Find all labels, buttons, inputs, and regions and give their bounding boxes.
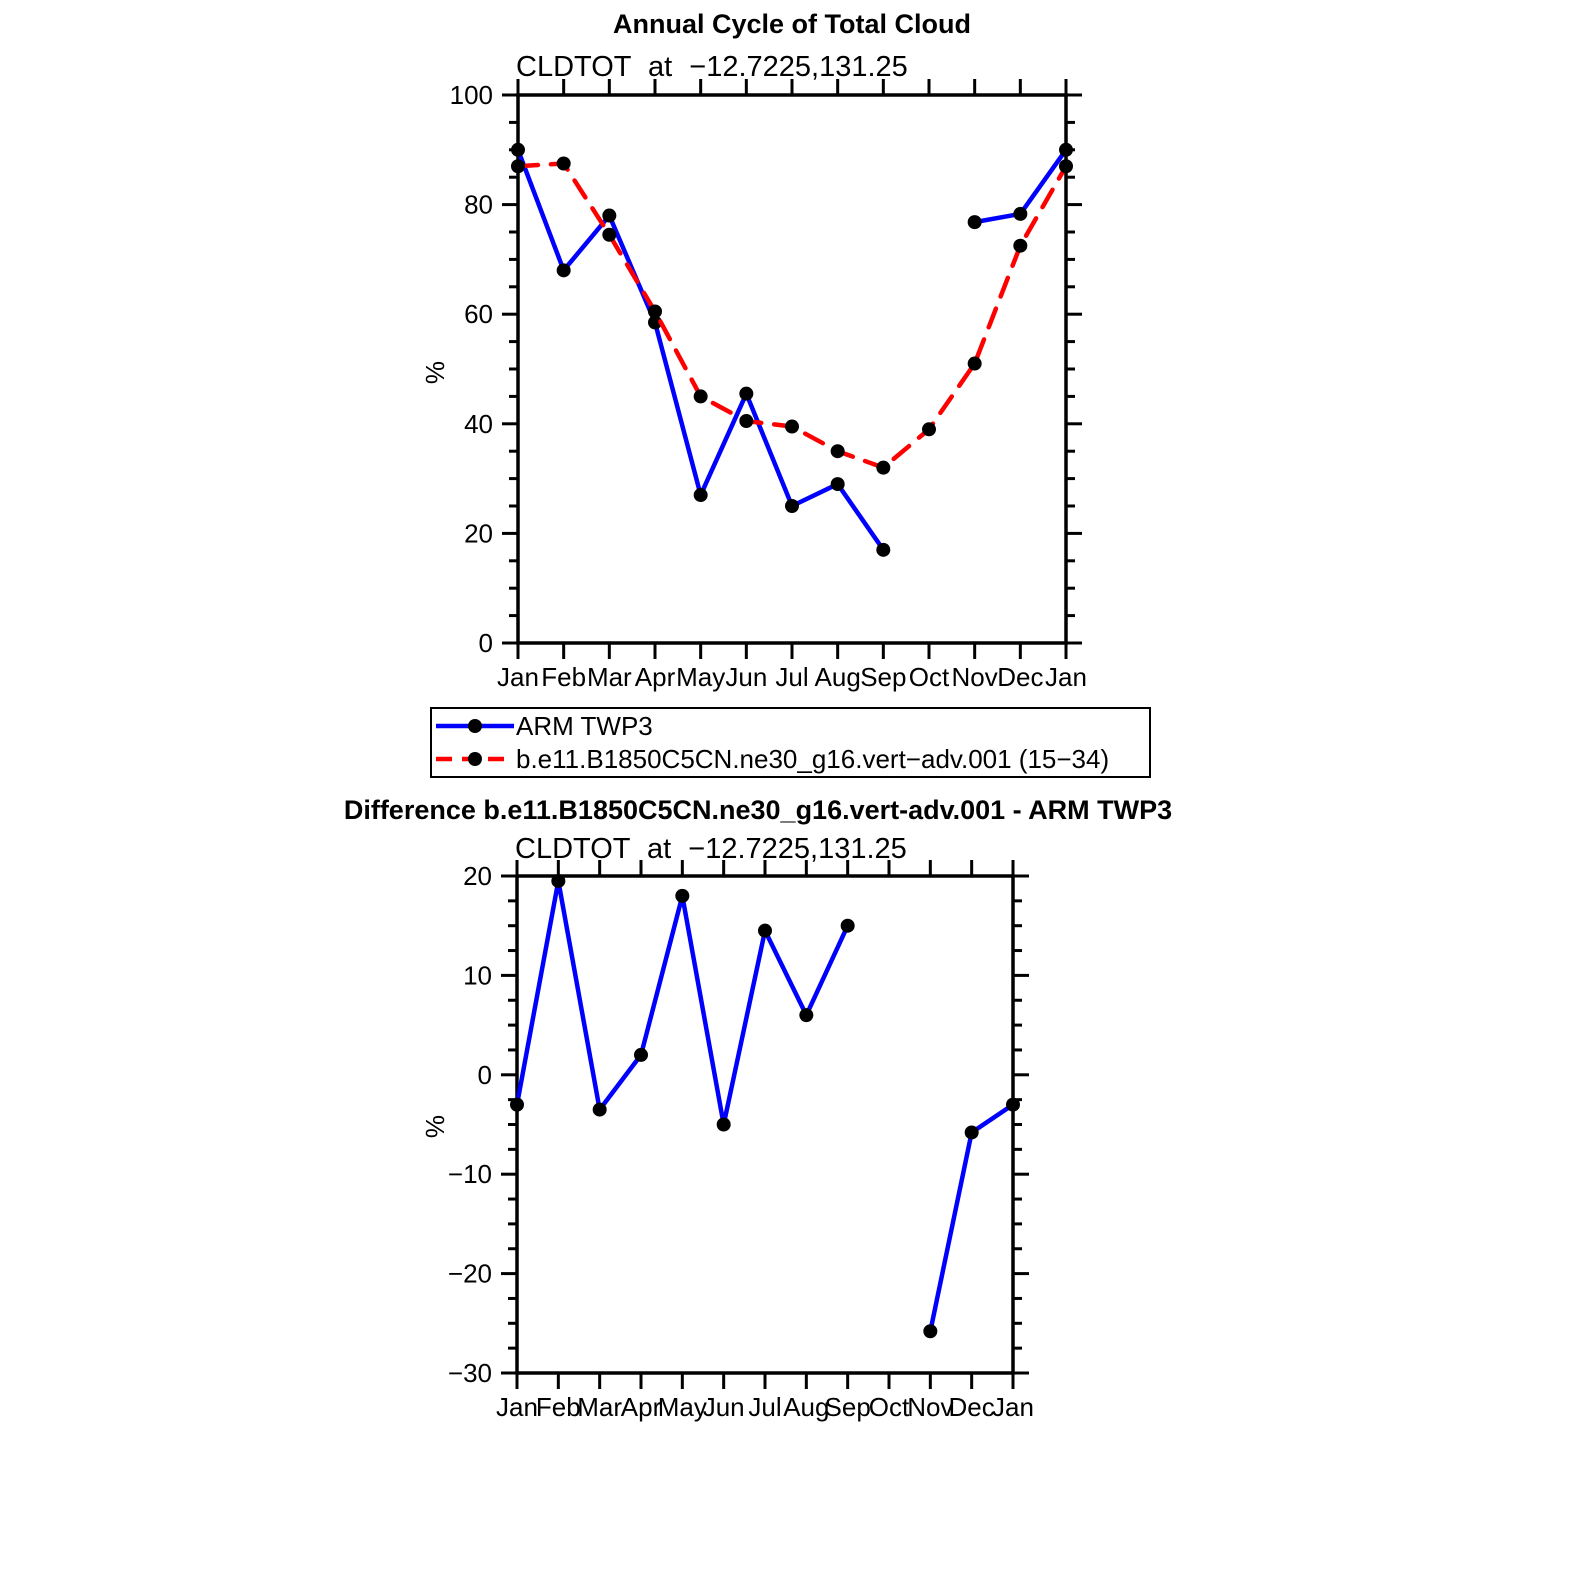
x-tick-label: Feb — [541, 662, 587, 692]
legend-entry-obs — [434, 711, 1149, 741]
legend-label-model: b.e11.B1850C5CN.ne30_g16.vert−adv.001 (15−34) — [516, 743, 1110, 774]
x-tick-label: Sep — [860, 662, 907, 692]
y-tick-label: 60 — [464, 299, 493, 330]
data-point — [799, 1008, 813, 1022]
data-point — [510, 1098, 524, 1112]
chart-subtitle-difference: CLDTOT at −12.7225,131.25 — [515, 833, 907, 865]
x-tick-label: Dec — [997, 662, 1044, 692]
y-axis-label-annual-cycle: % — [420, 360, 451, 385]
y-tick-label: −30 — [447, 1358, 492, 1388]
data-point — [648, 304, 662, 318]
x-tick-label: Feb — [535, 1392, 581, 1422]
y-tick-label: 20 — [464, 518, 493, 549]
data-point — [694, 488, 708, 502]
x-tick-label: Jul — [775, 662, 809, 692]
difference-plot — [448, 860, 1034, 1422]
series-line — [517, 881, 848, 1125]
data-point — [694, 389, 708, 403]
legend-label-obs: ARM TWP3 — [516, 711, 653, 742]
x-tick-label: Jun — [702, 1392, 745, 1422]
x-tick-label: Jul — [748, 1392, 782, 1422]
y-tick-label: −10 — [447, 1159, 492, 1190]
y-tick-label: 20 — [463, 861, 492, 891]
x-tick-label: Oct — [908, 662, 950, 692]
data-point — [1013, 207, 1027, 221]
x-tick-label: Aug — [814, 662, 861, 692]
data-point — [717, 1118, 731, 1132]
data-point — [551, 874, 565, 888]
x-tick-label: Aug — [783, 1392, 830, 1422]
x-tick-label: Mar — [586, 662, 632, 692]
legend-line-sample-obs — [434, 717, 516, 735]
annual-cycle-plot — [450, 79, 1087, 692]
x-tick-label: May — [676, 662, 726, 692]
legend-sample-marker — [468, 719, 482, 733]
data-point — [1006, 1098, 1020, 1112]
y-tick-label: −20 — [447, 1258, 492, 1289]
data-point — [831, 477, 845, 491]
legend — [430, 707, 1151, 778]
x-tick-label: Apr — [634, 662, 676, 692]
data-point — [1013, 239, 1027, 253]
data-point — [602, 228, 616, 242]
plot-frame — [518, 95, 1066, 643]
x-tick-label: Jun — [725, 662, 768, 692]
x-tick-label: Jan — [497, 662, 539, 692]
x-tick-label: Apr — [620, 1392, 662, 1422]
y-tick-label: 80 — [464, 189, 493, 220]
legend-sample-marker — [468, 752, 482, 766]
data-point — [831, 444, 845, 458]
data-point — [785, 499, 799, 513]
x-tick-label: Jan — [992, 1392, 1034, 1422]
y-tick-label: 40 — [464, 408, 493, 439]
chart-title-difference: Difference b.e11.B1850C5CN.ne30_g16.vert-adv.001 - ARM TWP3 — [343, 795, 1173, 825]
data-point — [557, 157, 571, 171]
data-point — [511, 143, 525, 157]
data-point — [511, 159, 525, 173]
x-tick-label: Oct — [868, 1392, 910, 1422]
data-point — [739, 414, 753, 428]
chart-title-annual-cycle: Annual Cycle of Total Cloud — [612, 9, 972, 39]
data-point — [841, 919, 855, 933]
data-point — [968, 357, 982, 371]
x-tick-label: Nov — [951, 662, 998, 692]
data-point — [876, 461, 890, 475]
x-tick-label: Mar — [577, 1392, 623, 1422]
data-point — [923, 1324, 937, 1338]
y-axis-label-difference: % — [420, 1114, 451, 1139]
data-point — [593, 1103, 607, 1117]
data-point — [557, 263, 571, 277]
x-tick-label: Sep — [824, 1392, 871, 1422]
data-point — [965, 1125, 979, 1139]
data-point — [922, 422, 936, 436]
chart-subtitle-annual-cycle: CLDTOT at −12.7225,131.25 — [516, 51, 908, 83]
data-point — [1059, 159, 1073, 173]
legend-entry-model — [434, 744, 1149, 774]
y-tick-label: 0 — [478, 628, 493, 658]
data-point — [675, 889, 689, 903]
y-tick-label: 10 — [463, 960, 492, 991]
data-point — [968, 215, 982, 229]
x-tick-label: Dec — [948, 1392, 995, 1422]
data-point — [876, 543, 890, 557]
data-point — [739, 387, 753, 401]
data-point — [634, 1048, 648, 1062]
x-tick-label: May — [657, 1392, 707, 1422]
y-tick-label: 0 — [477, 1059, 492, 1090]
y-tick-label: 100 — [449, 80, 493, 110]
legend-line-sample-model — [434, 750, 516, 768]
data-point — [1059, 143, 1073, 157]
x-tick-label: Nov — [907, 1392, 954, 1422]
data-point — [758, 924, 772, 938]
data-point — [785, 420, 799, 434]
x-tick-label: Jan — [1045, 662, 1087, 692]
data-point — [602, 209, 616, 223]
x-tick-label: Jan — [496, 1392, 538, 1422]
